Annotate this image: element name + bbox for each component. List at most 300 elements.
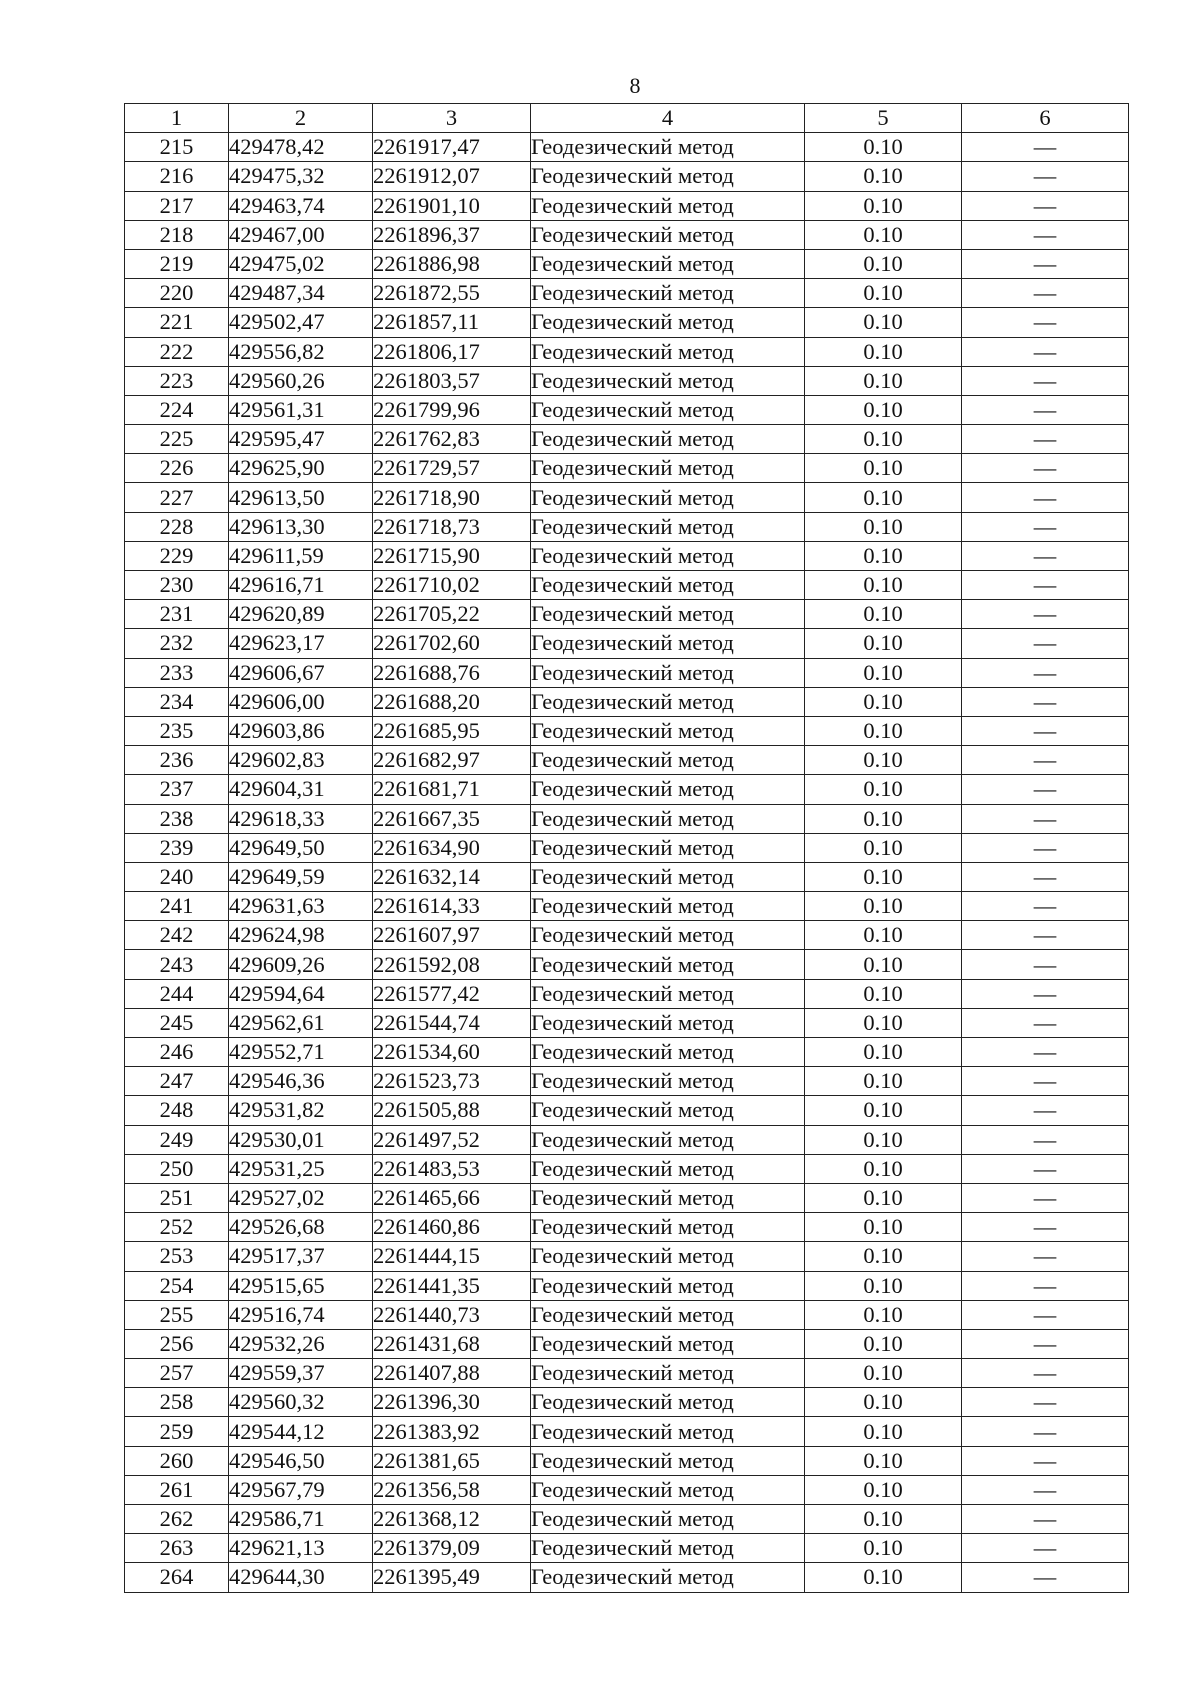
accuracy-cell: 0.10: [805, 775, 962, 804]
accuracy-cell: 0.10: [805, 133, 962, 162]
x-coordinate-cell: 429613,50: [229, 483, 373, 512]
x-coordinate-cell: 429613,30: [229, 512, 373, 541]
method-cell: Геодезический метод: [531, 775, 805, 804]
header-col-3: 3: [373, 104, 531, 133]
method-cell: Геодезический метод: [531, 1475, 805, 1504]
method-cell: Геодезический метод: [531, 600, 805, 629]
accuracy-cell: 0.10: [805, 600, 962, 629]
method-cell: Геодезический метод: [531, 833, 805, 862]
accuracy-cell: 0.10: [805, 1329, 962, 1358]
point-number-cell: 244: [125, 979, 229, 1008]
x-coordinate-cell: 429559,37: [229, 1359, 373, 1388]
note-cell: —: [962, 483, 1129, 512]
note-cell: —: [962, 1475, 1129, 1504]
method-cell: Геодезический метод: [531, 337, 805, 366]
note-cell: —: [962, 366, 1129, 395]
accuracy-cell: 0.10: [805, 629, 962, 658]
x-coordinate-cell: 429515,65: [229, 1271, 373, 1300]
note-cell: —: [962, 162, 1129, 191]
note-cell: —: [962, 1008, 1129, 1037]
point-number-cell: 257: [125, 1359, 229, 1388]
y-coordinate-cell: 2261872,55: [373, 279, 531, 308]
table-row: [125, 804, 1129, 833]
note-cell: —: [962, 454, 1129, 483]
accuracy-cell: 0.10: [805, 1213, 962, 1242]
y-coordinate-cell: 2261523,73: [373, 1067, 531, 1096]
point-number-cell: 263: [125, 1534, 229, 1563]
accuracy-cell: 0.10: [805, 1008, 962, 1037]
x-coordinate-cell: 429594,64: [229, 979, 373, 1008]
y-coordinate-cell: 2261577,42: [373, 979, 531, 1008]
method-cell: Геодезический метод: [531, 1534, 805, 1563]
table-row: [125, 483, 1129, 512]
x-coordinate-cell: 429631,63: [229, 892, 373, 921]
y-coordinate-cell: 2261614,33: [373, 892, 531, 921]
accuracy-cell: 0.10: [805, 1154, 962, 1183]
point-number-cell: 246: [125, 1038, 229, 1067]
y-coordinate-cell: 2261685,95: [373, 716, 531, 745]
table-row: [125, 1388, 1129, 1417]
method-cell: Геодезический метод: [531, 308, 805, 337]
x-coordinate-cell: 429625,90: [229, 454, 373, 483]
method-cell: Геодезический метод: [531, 454, 805, 483]
x-coordinate-cell: 429475,02: [229, 249, 373, 278]
header-row: [125, 104, 1129, 133]
accuracy-cell: 0.10: [805, 1475, 962, 1504]
x-coordinate-cell: 429516,74: [229, 1300, 373, 1329]
method-cell: Геодезический метод: [531, 541, 805, 570]
note-cell: —: [962, 1388, 1129, 1417]
header-col-1: 1: [125, 104, 229, 133]
table-row: [125, 1475, 1129, 1504]
y-coordinate-cell: 2261505,88: [373, 1096, 531, 1125]
y-coordinate-cell: 2261431,68: [373, 1329, 531, 1358]
accuracy-cell: 0.10: [805, 862, 962, 891]
method-cell: Геодезический метод: [531, 425, 805, 454]
accuracy-cell: 0.10: [805, 571, 962, 600]
table-row: [125, 191, 1129, 220]
note-cell: —: [962, 308, 1129, 337]
y-coordinate-cell: 2261896,37: [373, 220, 531, 249]
accuracy-cell: 0.10: [805, 833, 962, 862]
table-row: [125, 1505, 1129, 1534]
accuracy-cell: 0.10: [805, 687, 962, 716]
y-coordinate-cell: 2261718,73: [373, 512, 531, 541]
y-coordinate-cell: 2261688,20: [373, 687, 531, 716]
x-coordinate-cell: 429463,74: [229, 191, 373, 220]
accuracy-cell: 0.10: [805, 804, 962, 833]
table-row: [125, 1067, 1129, 1096]
table-row: [125, 249, 1129, 278]
header-col-4: 4: [531, 104, 805, 133]
point-number-cell: 236: [125, 746, 229, 775]
method-cell: Геодезический метод: [531, 571, 805, 600]
y-coordinate-cell: 2261682,97: [373, 746, 531, 775]
note-cell: —: [962, 395, 1129, 424]
accuracy-cell: 0.10: [805, 921, 962, 950]
y-coordinate-cell: 2261544,74: [373, 1008, 531, 1037]
point-number-cell: 261: [125, 1475, 229, 1504]
method-cell: Геодезический метод: [531, 395, 805, 424]
x-coordinate-cell: 429611,59: [229, 541, 373, 570]
note-cell: —: [962, 716, 1129, 745]
note-cell: —: [962, 249, 1129, 278]
accuracy-cell: 0.10: [805, 541, 962, 570]
y-coordinate-cell: 2261632,14: [373, 862, 531, 891]
method-cell: Геодезический метод: [531, 892, 805, 921]
accuracy-cell: 0.10: [805, 366, 962, 395]
table-row: [125, 571, 1129, 600]
y-coordinate-cell: 2261356,58: [373, 1475, 531, 1504]
note-cell: —: [962, 220, 1129, 249]
note-cell: —: [962, 1329, 1129, 1358]
point-number-cell: 217: [125, 191, 229, 220]
method-cell: Геодезический метод: [531, 512, 805, 541]
y-coordinate-cell: 2261702,60: [373, 629, 531, 658]
note-cell: —: [962, 1359, 1129, 1388]
x-coordinate-cell: 429649,59: [229, 862, 373, 891]
method-cell: Геодезический метод: [531, 1067, 805, 1096]
table-row: [125, 337, 1129, 366]
note-cell: —: [962, 658, 1129, 687]
point-number-cell: 239: [125, 833, 229, 862]
y-coordinate-cell: 2261381,65: [373, 1446, 531, 1475]
x-coordinate-cell: 429467,00: [229, 220, 373, 249]
method-cell: Геодезический метод: [531, 687, 805, 716]
note-cell: —: [962, 1125, 1129, 1154]
x-coordinate-cell: 429532,26: [229, 1329, 373, 1358]
point-number-cell: 216: [125, 162, 229, 191]
note-cell: —: [962, 1563, 1129, 1592]
y-coordinate-cell: 2261718,90: [373, 483, 531, 512]
accuracy-cell: 0.10: [805, 1125, 962, 1154]
y-coordinate-cell: 2261799,96: [373, 395, 531, 424]
note-cell: —: [962, 979, 1129, 1008]
y-coordinate-cell: 2261465,66: [373, 1183, 531, 1212]
point-number-cell: 255: [125, 1300, 229, 1329]
method-cell: Геодезический метод: [531, 1329, 805, 1358]
note-cell: —: [962, 1154, 1129, 1183]
note-cell: —: [962, 600, 1129, 629]
x-coordinate-cell: 429487,34: [229, 279, 373, 308]
y-coordinate-cell: 2261460,86: [373, 1213, 531, 1242]
note-cell: —: [962, 541, 1129, 570]
method-cell: Геодезический метод: [531, 658, 805, 687]
accuracy-cell: 0.10: [805, 337, 962, 366]
table-row: [125, 512, 1129, 541]
y-coordinate-cell: 2261857,11: [373, 308, 531, 337]
point-number-cell: 225: [125, 425, 229, 454]
x-coordinate-cell: 429649,50: [229, 833, 373, 862]
point-number-cell: 221: [125, 308, 229, 337]
accuracy-cell: 0.10: [805, 716, 962, 745]
accuracy-cell: 0.10: [805, 1242, 962, 1271]
method-cell: Геодезический метод: [531, 629, 805, 658]
table-row: [125, 220, 1129, 249]
point-number-cell: 218: [125, 220, 229, 249]
accuracy-cell: 0.10: [805, 1446, 962, 1475]
note-cell: —: [962, 1417, 1129, 1446]
point-number-cell: 245: [125, 1008, 229, 1037]
y-coordinate-cell: 2261534,60: [373, 1038, 531, 1067]
y-coordinate-cell: 2261497,52: [373, 1125, 531, 1154]
note-cell: —: [962, 279, 1129, 308]
x-coordinate-cell: 429544,12: [229, 1417, 373, 1446]
table-row: [125, 541, 1129, 570]
table-row: [125, 1329, 1129, 1358]
note-cell: —: [962, 337, 1129, 366]
y-coordinate-cell: 2261681,71: [373, 775, 531, 804]
y-coordinate-cell: 2261440,73: [373, 1300, 531, 1329]
method-cell: Геодезический метод: [531, 279, 805, 308]
table-row: [125, 775, 1129, 804]
x-coordinate-cell: 429603,86: [229, 716, 373, 745]
accuracy-cell: 0.10: [805, 191, 962, 220]
table-row: [125, 1213, 1129, 1242]
method-cell: Геодезический метод: [531, 1096, 805, 1125]
x-coordinate-cell: 429586,71: [229, 1505, 373, 1534]
y-coordinate-cell: 2261667,35: [373, 804, 531, 833]
x-coordinate-cell: 429562,61: [229, 1008, 373, 1037]
accuracy-cell: 0.10: [805, 220, 962, 249]
method-cell: Геодезический метод: [531, 220, 805, 249]
note-cell: —: [962, 746, 1129, 775]
header-col-5: 5: [805, 104, 962, 133]
point-number-cell: 220: [125, 279, 229, 308]
note-cell: —: [962, 950, 1129, 979]
accuracy-cell: 0.10: [805, 1067, 962, 1096]
page-number: 8: [629, 73, 641, 98]
method-cell: Геодезический метод: [531, 1300, 805, 1329]
table-row: [125, 1300, 1129, 1329]
method-cell: Геодезический метод: [531, 950, 805, 979]
x-coordinate-cell: 429602,83: [229, 746, 373, 775]
point-number-cell: 222: [125, 337, 229, 366]
note-cell: —: [962, 629, 1129, 658]
note-cell: —: [962, 892, 1129, 921]
note-cell: —: [962, 425, 1129, 454]
point-number-cell: 247: [125, 1067, 229, 1096]
accuracy-cell: 0.10: [805, 979, 962, 1008]
x-coordinate-cell: 429561,31: [229, 395, 373, 424]
x-coordinate-cell: 429604,31: [229, 775, 373, 804]
method-cell: Геодезический метод: [531, 191, 805, 220]
method-cell: Геодезический метод: [531, 1038, 805, 1067]
point-number-cell: 223: [125, 366, 229, 395]
table-row: [125, 1154, 1129, 1183]
table-row: [125, 950, 1129, 979]
point-number-cell: 238: [125, 804, 229, 833]
note-cell: —: [962, 775, 1129, 804]
note-cell: —: [962, 571, 1129, 600]
accuracy-cell: 0.10: [805, 425, 962, 454]
point-number-cell: 242: [125, 921, 229, 950]
table-row: [125, 1242, 1129, 1271]
table-row: [125, 1183, 1129, 1212]
table-row: [125, 1038, 1129, 1067]
y-coordinate-cell: 2261368,12: [373, 1505, 531, 1534]
x-coordinate-cell: 429517,37: [229, 1242, 373, 1271]
point-number-cell: 232: [125, 629, 229, 658]
table-row: [125, 1446, 1129, 1475]
accuracy-cell: 0.10: [805, 1300, 962, 1329]
note-cell: —: [962, 921, 1129, 950]
accuracy-cell: 0.10: [805, 1388, 962, 1417]
point-number-cell: 229: [125, 541, 229, 570]
table-row: [125, 629, 1129, 658]
point-number-cell: 251: [125, 1183, 229, 1212]
accuracy-cell: 0.10: [805, 162, 962, 191]
table-row: [125, 833, 1129, 862]
method-cell: Геодезический метод: [531, 1446, 805, 1475]
method-cell: Геодезический метод: [531, 979, 805, 1008]
x-coordinate-cell: 429527,02: [229, 1183, 373, 1212]
note-cell: —: [962, 862, 1129, 891]
method-cell: Геодезический метод: [531, 1359, 805, 1388]
accuracy-cell: 0.10: [805, 1417, 962, 1446]
x-coordinate-cell: 429502,47: [229, 308, 373, 337]
x-coordinate-cell: 429606,67: [229, 658, 373, 687]
accuracy-cell: 0.10: [805, 483, 962, 512]
table-row: [125, 716, 1129, 745]
accuracy-cell: 0.10: [805, 950, 962, 979]
method-cell: Геодезический метод: [531, 1505, 805, 1534]
x-coordinate-cell: 429478,42: [229, 133, 373, 162]
x-coordinate-cell: 429560,26: [229, 366, 373, 395]
point-number-cell: 252: [125, 1213, 229, 1242]
note-cell: —: [962, 1300, 1129, 1329]
x-coordinate-cell: 429567,79: [229, 1475, 373, 1504]
point-number-cell: 219: [125, 249, 229, 278]
accuracy-cell: 0.10: [805, 1505, 962, 1534]
point-number-cell: 241: [125, 892, 229, 921]
point-number-cell: 215: [125, 133, 229, 162]
accuracy-cell: 0.10: [805, 1359, 962, 1388]
x-coordinate-cell: 429624,98: [229, 921, 373, 950]
y-coordinate-cell: 2261803,57: [373, 366, 531, 395]
point-number-cell: 235: [125, 716, 229, 745]
table-row: [125, 162, 1129, 191]
note-cell: —: [962, 512, 1129, 541]
note-cell: —: [962, 191, 1129, 220]
y-coordinate-cell: 2261762,83: [373, 425, 531, 454]
y-coordinate-cell: 2261715,90: [373, 541, 531, 570]
x-coordinate-cell: 429531,25: [229, 1154, 373, 1183]
method-cell: Геодезический метод: [531, 1125, 805, 1154]
method-cell: Геодезический метод: [531, 1154, 805, 1183]
accuracy-cell: 0.10: [805, 395, 962, 424]
point-number-cell: 233: [125, 658, 229, 687]
accuracy-cell: 0.10: [805, 1271, 962, 1300]
point-number-cell: 254: [125, 1271, 229, 1300]
accuracy-cell: 0.10: [805, 1183, 962, 1212]
note-cell: —: [962, 133, 1129, 162]
header-col-6: 6: [962, 104, 1129, 133]
point-number-cell: 258: [125, 1388, 229, 1417]
method-cell: Геодезический метод: [531, 249, 805, 278]
y-coordinate-cell: 2261729,57: [373, 454, 531, 483]
y-coordinate-cell: 2261383,92: [373, 1417, 531, 1446]
x-coordinate-cell: 429616,71: [229, 571, 373, 600]
y-coordinate-cell: 2261444,15: [373, 1242, 531, 1271]
point-number-cell: 256: [125, 1329, 229, 1358]
point-number-cell: 248: [125, 1096, 229, 1125]
y-coordinate-cell: 2261634,90: [373, 833, 531, 862]
y-coordinate-cell: 2261483,53: [373, 1154, 531, 1183]
point-number-cell: 243: [125, 950, 229, 979]
coordinates-table: [124, 103, 1129, 1593]
point-number-cell: 250: [125, 1154, 229, 1183]
point-number-cell: 234: [125, 687, 229, 716]
accuracy-cell: 0.10: [805, 746, 962, 775]
method-cell: Геодезический метод: [531, 746, 805, 775]
table-row: [125, 133, 1129, 162]
table-row: [125, 600, 1129, 629]
y-coordinate-cell: 2261396,30: [373, 1388, 531, 1417]
table-row: [125, 395, 1129, 424]
note-cell: —: [962, 833, 1129, 862]
method-cell: Геодезический метод: [531, 862, 805, 891]
header-col-2: 2: [229, 104, 373, 133]
point-number-cell: 259: [125, 1417, 229, 1446]
note-cell: —: [962, 1271, 1129, 1300]
note-cell: —: [962, 1242, 1129, 1271]
point-number-cell: 262: [125, 1505, 229, 1534]
method-cell: Геодезический метод: [531, 804, 805, 833]
accuracy-cell: 0.10: [805, 892, 962, 921]
point-number-cell: 224: [125, 395, 229, 424]
method-cell: Геодезический метод: [531, 1183, 805, 1212]
note-cell: —: [962, 1038, 1129, 1067]
accuracy-cell: 0.10: [805, 512, 962, 541]
table-row: [125, 921, 1129, 950]
table-row: [125, 1534, 1129, 1563]
point-number-cell: 227: [125, 483, 229, 512]
x-coordinate-cell: 429531,82: [229, 1096, 373, 1125]
point-number-cell: 228: [125, 512, 229, 541]
table-row: [125, 687, 1129, 716]
accuracy-cell: 0.10: [805, 1038, 962, 1067]
table-row: [125, 1563, 1129, 1592]
x-coordinate-cell: 429546,50: [229, 1446, 373, 1475]
point-number-cell: 237: [125, 775, 229, 804]
point-number-cell: 264: [125, 1563, 229, 1592]
point-number-cell: 226: [125, 454, 229, 483]
x-coordinate-cell: 429606,00: [229, 687, 373, 716]
method-cell: Геодезический метод: [531, 1563, 805, 1592]
x-coordinate-cell: 429556,82: [229, 337, 373, 366]
x-coordinate-cell: 429644,30: [229, 1563, 373, 1592]
y-coordinate-cell: 2261395,49: [373, 1563, 531, 1592]
point-number-cell: 253: [125, 1242, 229, 1271]
note-cell: —: [962, 804, 1129, 833]
table-row: [125, 279, 1129, 308]
accuracy-cell: 0.10: [805, 1563, 962, 1592]
x-coordinate-cell: 429526,68: [229, 1213, 373, 1242]
table-row: [125, 1008, 1129, 1037]
table-row: [125, 979, 1129, 1008]
x-coordinate-cell: 429618,33: [229, 804, 373, 833]
note-cell: —: [962, 1534, 1129, 1563]
y-coordinate-cell: 2261592,08: [373, 950, 531, 979]
note-cell: —: [962, 1446, 1129, 1475]
y-coordinate-cell: 2261912,07: [373, 162, 531, 191]
y-coordinate-cell: 2261705,22: [373, 600, 531, 629]
accuracy-cell: 0.10: [805, 308, 962, 337]
point-number-cell: 249: [125, 1125, 229, 1154]
y-coordinate-cell: 2261407,88: [373, 1359, 531, 1388]
y-coordinate-cell: 2261379,09: [373, 1534, 531, 1563]
